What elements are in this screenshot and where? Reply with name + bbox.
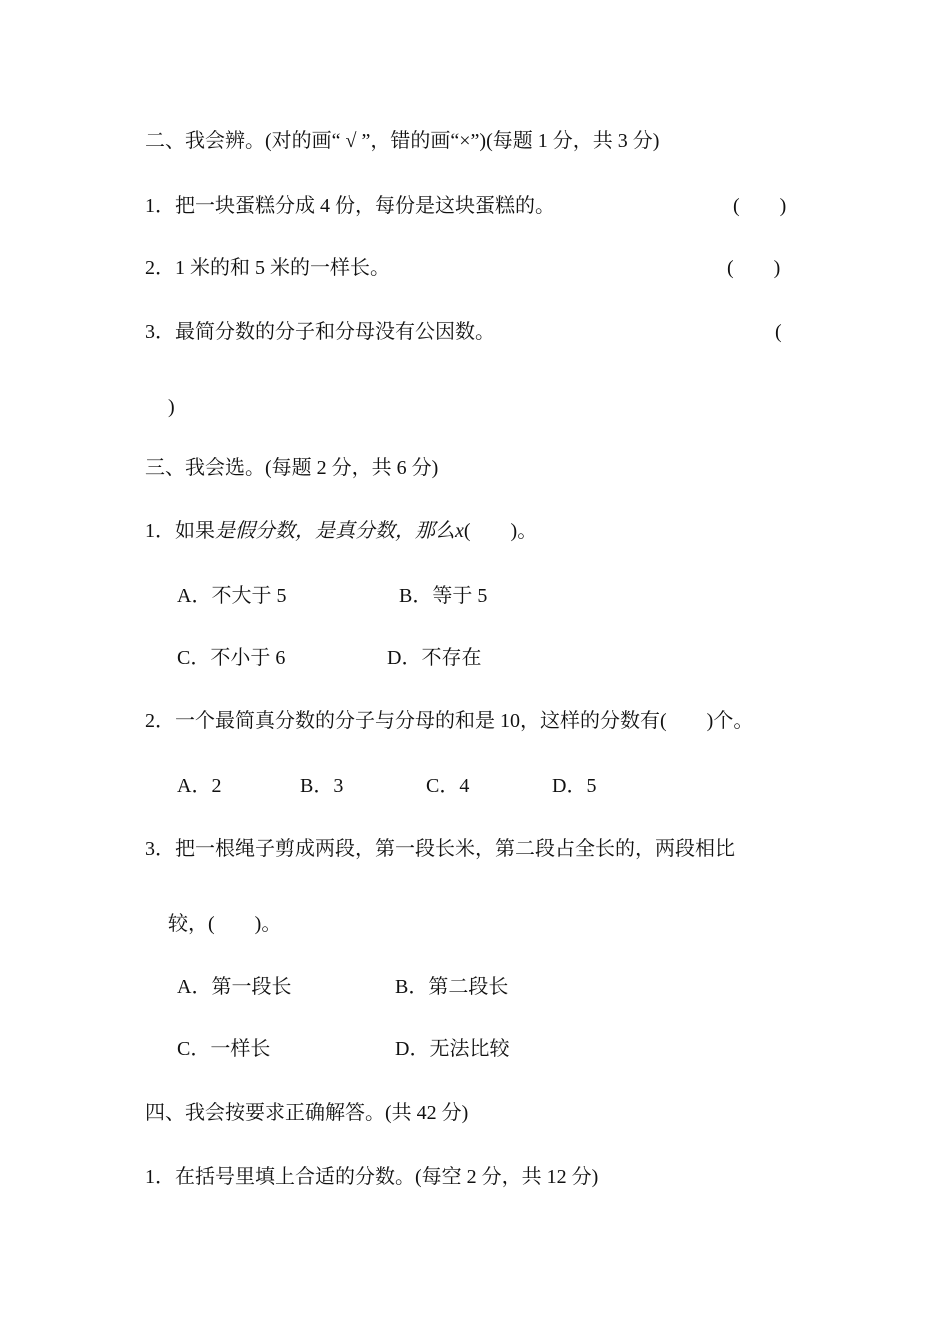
section-heading: 三、我会选。(每题 2 分，共 6 分) bbox=[145, 457, 439, 479]
question-text: 3．把一根绳子剪成两段，第一段长米，第二段占全长的，两段相比 bbox=[145, 838, 735, 860]
question-prefix: 1．如果 bbox=[145, 520, 215, 542]
variable-x: x bbox=[455, 520, 464, 542]
section-heading: 二、我会辨。(对的画“ √ ”，错的画“×”)(每题 1 分，共 3 分) bbox=[145, 130, 660, 152]
option-d: D．5 bbox=[552, 775, 597, 797]
option-a: A．第一段长 bbox=[177, 976, 292, 998]
option-d: D．无法比较 bbox=[395, 1038, 510, 1060]
option-b: B．第二段长 bbox=[395, 976, 509, 998]
option-a: A．2 bbox=[177, 775, 222, 797]
question-text: 2．1 米的和 5 米的一样长。 bbox=[145, 257, 390, 279]
option-b: B．3 bbox=[300, 775, 344, 797]
option-a: A．不大于 5 bbox=[177, 585, 287, 607]
question-text: 1．在括号里填上合适的分数。(每空 2 分，共 12 分) bbox=[145, 1166, 599, 1188]
question-text: 1．把一块蛋糕分成 4 份，每份是这块蛋糕的。 bbox=[145, 195, 555, 217]
option-b: B．等于 5 bbox=[399, 585, 488, 607]
answer-blank: ( ) bbox=[733, 195, 787, 217]
question-text-continued: 较，( )。 bbox=[168, 913, 282, 935]
option-d: D．不存在 bbox=[387, 647, 482, 669]
option-c: C．一样长 bbox=[177, 1038, 271, 1060]
option-c: C．不小于 6 bbox=[177, 647, 286, 669]
section-heading: 四、我会按要求正确解答。(共 42 分) bbox=[145, 1102, 469, 1124]
question-text: 3．最简分数的分子和分母没有公因数。 bbox=[145, 321, 495, 343]
answer-blank-open: ( bbox=[775, 321, 782, 343]
question-italic: 是假分数，是真分数，那么 bbox=[215, 520, 455, 542]
question-text bbox=[145, 519, 537, 543]
question-text: 2．一个最简真分数的分子与分母的和是 10，这样的分数有( )个。 bbox=[145, 710, 754, 732]
question-suffix: ( )。 bbox=[463, 520, 538, 542]
option-c: C．4 bbox=[426, 775, 470, 797]
answer-blank: ( ) bbox=[727, 257, 781, 279]
answer-blank-close: ) bbox=[168, 396, 175, 418]
